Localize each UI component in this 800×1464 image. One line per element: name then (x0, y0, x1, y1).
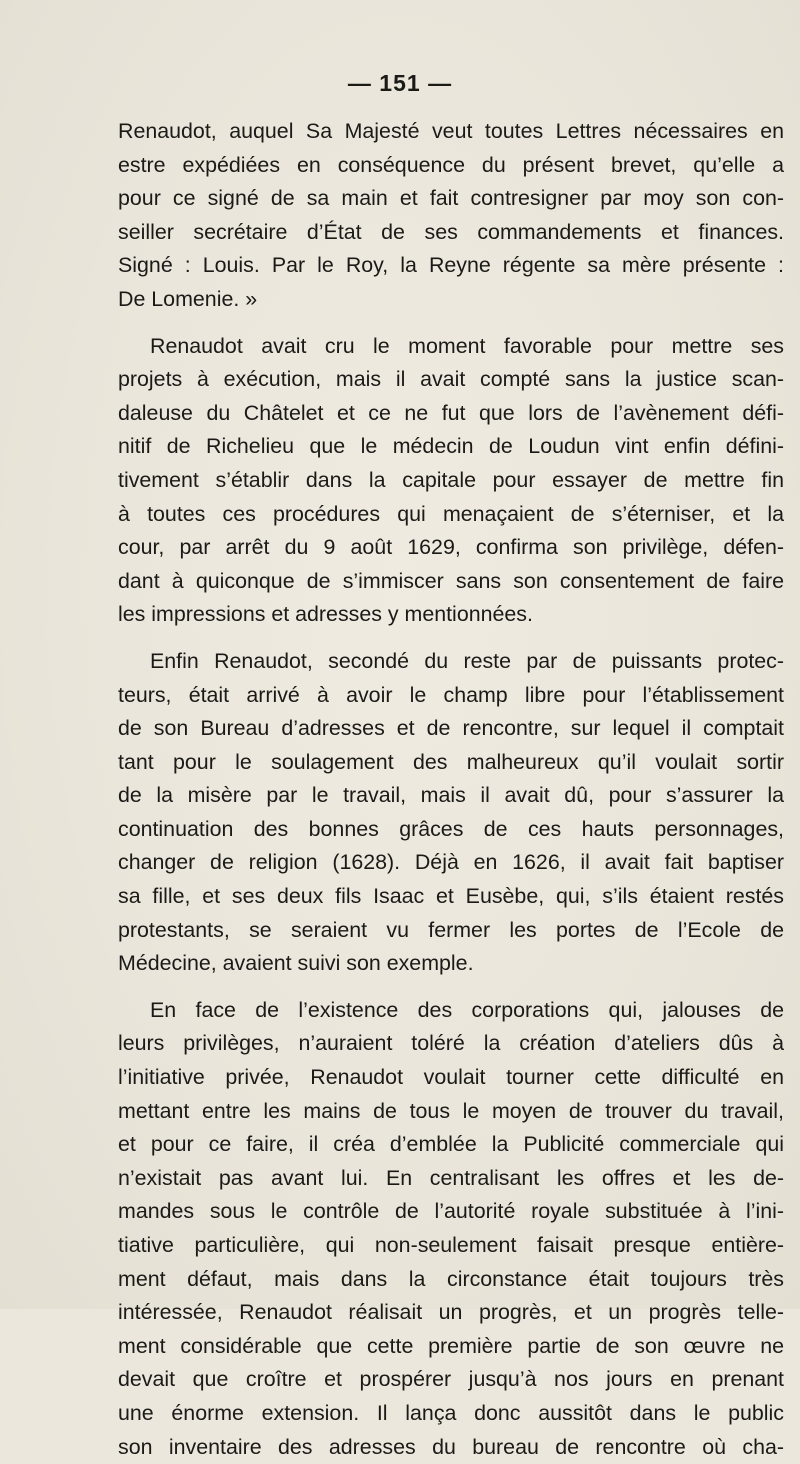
page-number: — 151 — (347, 70, 453, 96)
text-line: Enfin Renaudot, secondé du reste par de puissants protec- (150, 648, 784, 673)
text-line: mandes sous le contrôle de l’autorité royale substituée à l’ini- (118, 1199, 784, 1224)
text-line: changer de religion (1628). Déjà en 1626, il avait fait baptiser (118, 850, 784, 875)
text-line: De Lomenie. » (118, 286, 258, 311)
text-line: En face de l’existence des corporations qui, jalouses de (150, 997, 784, 1022)
text-line: de son Bureau d’adresses et de rencontre, sur lequel il comptait (118, 716, 784, 741)
text-line: leurs privilèges, n’auraient toléré la création d’ateliers dûs à (118, 1031, 784, 1056)
text-line: à toutes ces procédures qui menaçaient de s’éterniser, et la (118, 501, 784, 526)
text-line: ment défaut, mais dans la circonstance était toujours très (118, 1266, 784, 1291)
text-line: pour ce signé de sa main et fait contresigner par moy son con- (118, 186, 784, 211)
paragraph-1 (118, 115, 784, 317)
text-line: devait que croître et prospérer jusqu’à nos jours en prenant (118, 1367, 784, 1392)
text-line: Médecine, avaient suivi son exemple. (118, 951, 474, 976)
text-line: protestants, se seraient vu fermer les portes de l’Ecole de (118, 917, 784, 942)
text-line: intéressée, Renaudot réalisait un progrès, et un progrès telle- (118, 1300, 784, 1325)
text-line: Renaudot, auquel Sa Majesté veut toutes Lettres nécessaires en (118, 119, 784, 143)
text-line: mettant entre les mains de tous le moyen de trouver du travail, (118, 1098, 784, 1123)
text-line: daleuse du Châtelet et ce ne fut que lors de l’avènement défi- (118, 400, 784, 425)
text-line: estre expédiées en conséquence du présent brevet, qu’elle a (118, 152, 784, 177)
text-line: teurs, était arrivé à avoir le champ libre pour l’établissement (118, 682, 784, 707)
text-line: de la misère par le travail, mais il avait dû, pour s’assurer la (118, 783, 784, 808)
text-line: nitif de Richelieu que le médecin de Loudun vint enfin défini- (118, 434, 784, 459)
text-line: tiative particulière, qui non-seulement faisait presque entière- (118, 1233, 784, 1257)
text-line: seiller secrétaire d’État de ses commandements et finances. (118, 219, 784, 244)
paragraph-4 (118, 994, 784, 1464)
text-line: les impressions et adresses y mentionnées. (118, 602, 533, 627)
text-line: tant pour le soulagement des malheureux qu’il voulait sortir (118, 749, 784, 774)
text-line: cour, par arrêt du 9 août 1629, confirma son privilège, défen- (118, 535, 784, 560)
text-line: et pour ce faire, il créa d’emblée la Publicité commerciale qui (118, 1132, 784, 1157)
text-line: Renaudot avait cru le moment favorable pour mettre ses (150, 333, 784, 358)
text-line: une énorme extension. Il lança donc aussitôt dans le public (118, 1400, 784, 1425)
text-line: Signé : Louis. Par le Roy, la Reyne régente sa mère présente : (118, 253, 784, 278)
text-line: n’existait pas avant lui. En centralisant les offres et les de- (118, 1165, 784, 1190)
text-line: continuation des bonnes grâces de ces hauts personnages, (118, 816, 784, 841)
body-text (118, 115, 784, 1464)
text-line: sa fille, et ses deux fils Isaac et Eusèbe, qui, s’ils étaient restés (118, 884, 784, 909)
paragraph-2 (118, 330, 784, 632)
text-line: dant à quiconque de s’immiscer sans son consentement de faire (118, 568, 784, 593)
text-line: projets à exécution, mais il avait compté sans la justice scan- (118, 367, 784, 392)
text-line: l’initiative privée, Renaudot voulait tourner cette difficulté en (118, 1065, 784, 1090)
text-line: son inventaire des adresses du bureau de rencontre où cha- (118, 1434, 784, 1459)
paragraph-3 (118, 645, 784, 981)
text-line: tivement s’établir dans la capitale pour essayer de mettre fin (118, 467, 784, 492)
text-line: ment considérable que cette première partie de son œuvre ne (118, 1333, 784, 1358)
